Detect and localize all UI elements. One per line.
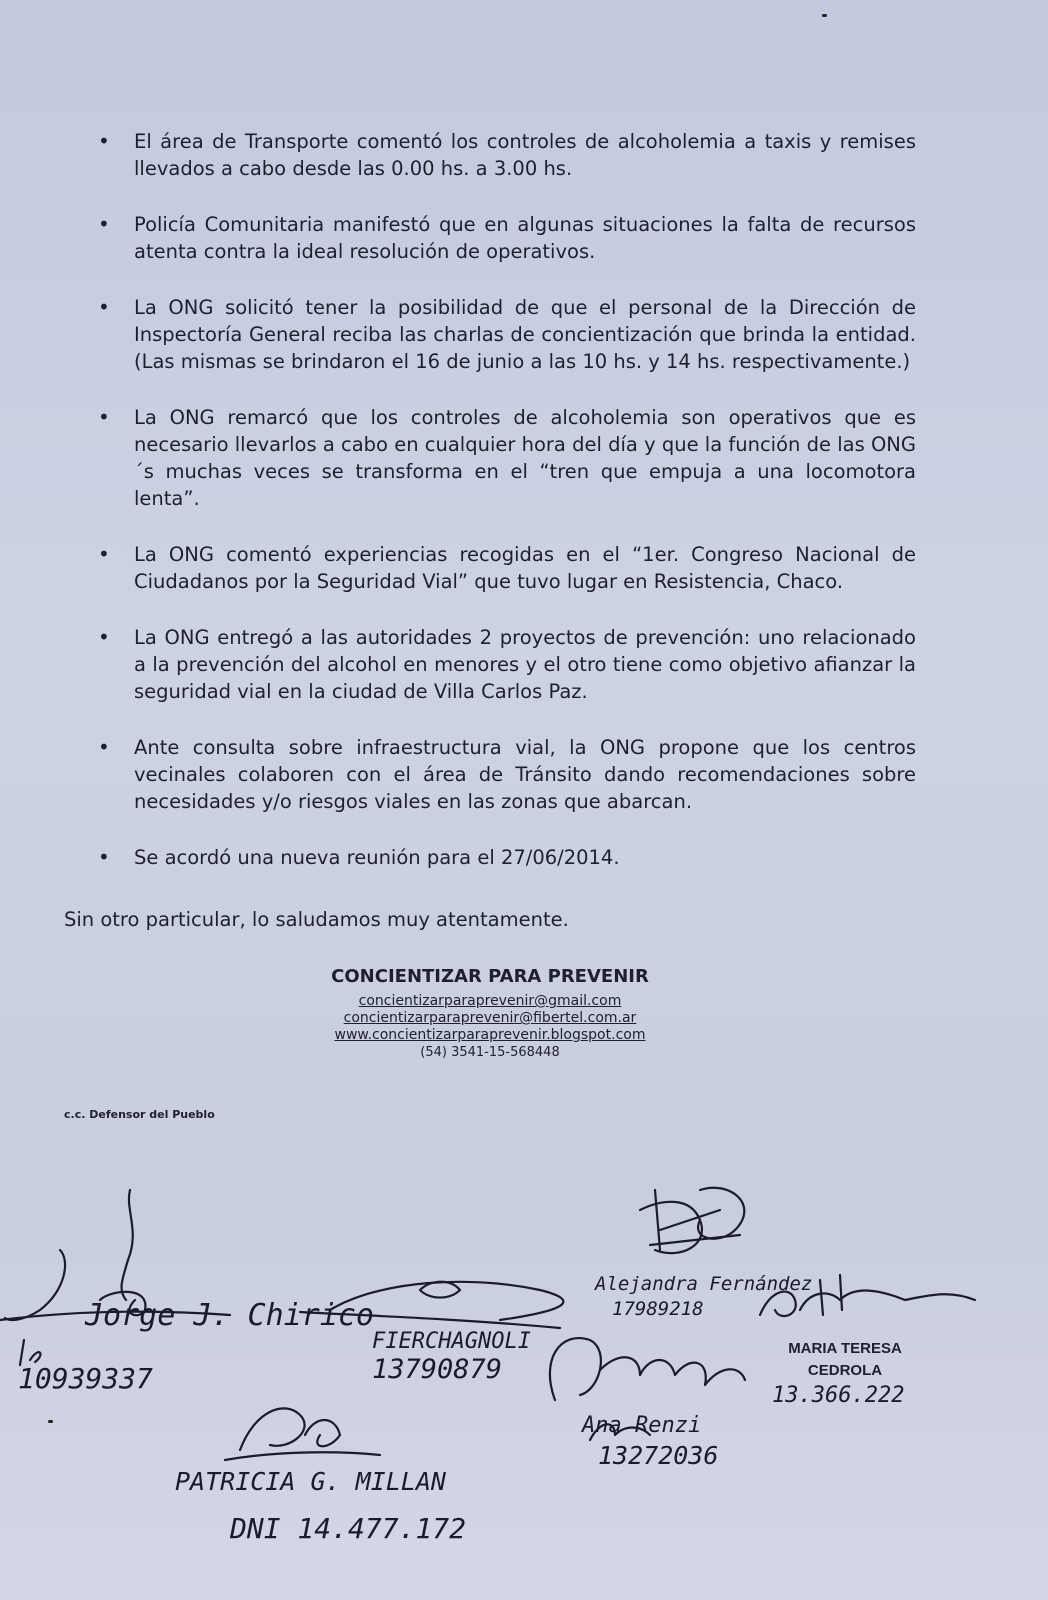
phone-number: (54) 3541-15-568448: [420, 1045, 560, 1060]
list-item: • La ONG solicitó tener la posibilidad de que el personal de la Dirección de Inspectoría General reciba las charlas de concientización que brinda la entidad. (Las mismas se brindaron el 16 de junio a las 10 hs. y 14 hs. respectivamente.): [96, 294, 916, 375]
scan-speck: [48, 1420, 53, 1423]
list-item: • La ONG entregó a las autoridades 2 proyectos de prevención: uno relacionado a la prevención del alcohol en menores y el otro tiene como objetivo afianzar la seguridad vial en la ciudad de Villa Carlos Paz.: [96, 624, 916, 705]
email-link-gmail[interactable]: concientizarparaprevenir@gmail.com: [358, 993, 622, 1009]
list-item: • El área de Transporte comentó los controles de alcoholemia a taxis y remises llevados a cabo desde las 0.00 hs. a 3.00 hs.: [96, 128, 916, 182]
website-link[interactable]: www.concientizarparaprevenir.blogspot.com: [334, 1027, 646, 1043]
list-item: • Se acordó una nueva reunión para el 27/06/2014.: [96, 844, 916, 871]
signature-name-fernandez: Alejandra Fernández: [595, 1273, 813, 1295]
list-item: • La ONG remarcó que los controles de alcoholemia son operativos que es necesario llevarlos a cabo en cualquier hora del día y que la función de las ONG´s muchas veces se transforma en el “tren que empuja a una locomotora lenta”.: [96, 404, 916, 512]
signature-name-fierchagnoli: FIERCHAGNOLI: [372, 1329, 531, 1354]
printed-name-line2: CEDROLA: [807, 1362, 883, 1379]
printed-name-line1: MARIA TERESA: [788, 1340, 902, 1357]
signatures-area: [0, 1150, 1048, 1600]
email-link-fibertel[interactable]: concientizarparaprevenir@fibertel.com.ar: [343, 1010, 637, 1026]
organization-name: CONCIENTIZAR PARA PREVENIR: [331, 966, 649, 987]
scan-speck: [822, 14, 827, 17]
signature-id-millan: DNI 14.477.172: [230, 1512, 467, 1545]
signature-id-fierchagnoli: 13790879: [372, 1354, 503, 1385]
signature-id-renzi: 13272036: [598, 1441, 719, 1470]
organization-block: [280, 966, 700, 1061]
signature-name-chirico: Jorge J. Chirico: [85, 1298, 374, 1333]
signature-fernandez: [640, 1188, 744, 1253]
signature-chirico: [0, 1190, 230, 1365]
signature-name-renzi: Ana Renzi: [582, 1413, 702, 1438]
list-item: • Policía Comunitaria manifestó que en algunas situaciones la falta de recursos atenta contra la ideal resolución de operativos.: [96, 211, 916, 265]
signature-id-chirico: 10939337: [18, 1362, 153, 1395]
signature-millan: [225, 1408, 380, 1460]
carbon-copy-note: c.c. Defensor del Pueblo: [64, 1108, 215, 1121]
list-item: • La ONG comentó experiencias recogidas en el “1er. Congreso Nacional de Ciudadanos por la Seguridad Vial” que tuvo lugar en Resistencia, Chaco.: [96, 541, 916, 595]
signature-name-millan: PATRICIA G. MILLAN: [175, 1467, 446, 1496]
closing-text: Sin otro particular, lo saludamos muy atentamente.: [64, 908, 569, 931]
signature-id-cedrola: 13.366.222: [772, 1383, 905, 1408]
list-item: • Ante consulta sobre infraestructura vial, la ONG propone que los centros vecinales colaboren con el área de Tránsito dando recomendaciones sobre necesidades y/o riesgos viales en las zonas que abarcan.: [96, 734, 916, 815]
minutes-list: [96, 128, 916, 900]
signature-id-fernandez: 17989218: [612, 1298, 704, 1320]
